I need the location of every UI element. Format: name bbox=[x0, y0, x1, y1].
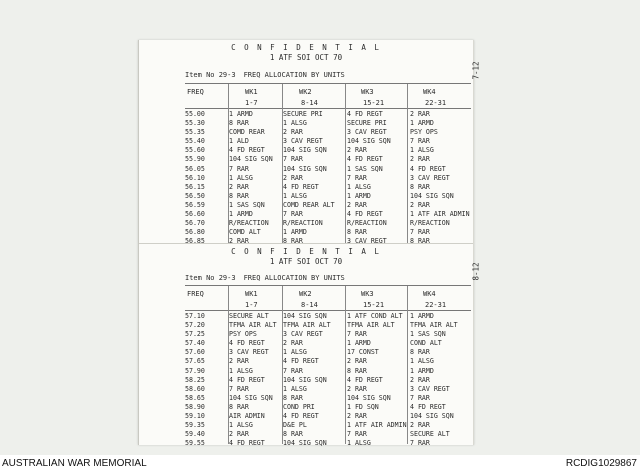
wk4-cell: 8 RAR bbox=[410, 182, 430, 191]
wk3-cell: R/REACTION bbox=[347, 219, 387, 228]
freq-cell: 57.20 bbox=[185, 321, 205, 330]
wk1-cell: 4 FD REGT bbox=[229, 375, 265, 384]
wk3-cell: TFMA AIR ALT bbox=[347, 321, 395, 330]
wk4-cell: 8 RAR bbox=[410, 237, 430, 246]
wk4-cell: 104 SIG SQN bbox=[410, 412, 454, 421]
table-row bbox=[185, 210, 471, 219]
freq-cell: 55.30 bbox=[185, 119, 205, 128]
range-header-wk4: 22-31 bbox=[425, 301, 447, 309]
wk2-cell: 104 SIG SQN bbox=[283, 439, 327, 448]
wk3-cell: 1 ARMD bbox=[347, 191, 371, 200]
wk1-cell: 1 ALSG bbox=[229, 173, 253, 182]
table-row bbox=[185, 174, 471, 183]
wk4-cell: 2 RAR bbox=[410, 200, 430, 209]
wk4-cell: 2 RAR bbox=[410, 155, 430, 164]
table-row bbox=[185, 357, 471, 366]
item-line bbox=[185, 274, 345, 282]
wk2-cell: 104 SIG SQN bbox=[283, 146, 327, 155]
freq-cell: 57.25 bbox=[185, 330, 205, 339]
freq-cell: 57.65 bbox=[185, 357, 205, 366]
wk2-cell: 8 RAR bbox=[283, 237, 303, 246]
range-header-wk4: 22-31 bbox=[425, 99, 447, 107]
wk4-cell: PSY OPS bbox=[410, 128, 438, 137]
wk2-cell: 104 SIG SQN bbox=[283, 375, 327, 384]
table-row bbox=[185, 348, 471, 357]
column-header-wk1: WK1 bbox=[245, 88, 258, 96]
item-title: FREQ ALLOCATION BY UNITS bbox=[243, 274, 345, 282]
wk4-cell: 2 RAR bbox=[410, 375, 430, 384]
wk3-cell: 1 ALSG bbox=[347, 182, 371, 191]
freq-cell: 57.90 bbox=[185, 366, 205, 375]
wk3-cell: 104 SIG SQN bbox=[347, 393, 391, 402]
wk2-cell: 1 ARMD bbox=[283, 228, 307, 237]
wk2-cell: 1 ALSG bbox=[283, 348, 307, 357]
table-row bbox=[185, 137, 471, 146]
wk1-cell: 1 ALSG bbox=[229, 421, 253, 430]
table-row bbox=[185, 421, 471, 430]
wk1-cell: 1 ARMD bbox=[229, 110, 253, 118]
wk1-cell: 2 RAR bbox=[229, 237, 249, 246]
classification-heading: C O N F I D E N T I A L bbox=[231, 247, 381, 256]
wk4-cell: 3 CAV REGT bbox=[410, 173, 450, 182]
wk2-cell: D&E PL bbox=[283, 421, 307, 430]
wk1-cell: 8 RAR bbox=[229, 191, 249, 200]
wk2-cell: 1 ALSG bbox=[283, 384, 307, 393]
wk1-cell: 8 RAR bbox=[229, 119, 249, 128]
table-row bbox=[185, 183, 471, 192]
archive-reference: RCDIG1029867 bbox=[565, 458, 637, 469]
allocation-table bbox=[185, 110, 471, 246]
wk4-cell: TFMA AIR ALT bbox=[410, 321, 458, 330]
wk1-cell: 1 ALD bbox=[229, 137, 249, 146]
wk4-cell: 1 ATF AIR ADMIN bbox=[410, 210, 470, 219]
wk1-cell: 7 RAR bbox=[229, 384, 249, 393]
wk4-cell: 1 SAS SQN bbox=[410, 330, 446, 339]
freq-cell: 55.90 bbox=[185, 155, 205, 164]
wk4-cell: 1 ARMD bbox=[410, 366, 434, 375]
table-row bbox=[185, 339, 471, 348]
wk3-cell: 7 RAR bbox=[347, 173, 367, 182]
wk2-cell: 7 RAR bbox=[283, 366, 303, 375]
column-header-wk4: WK4 bbox=[423, 290, 436, 298]
wk3-cell: 2 RAR bbox=[347, 200, 367, 209]
range-header-wk3: 15-21 bbox=[363, 99, 385, 107]
freq-cell: 57.40 bbox=[185, 339, 205, 348]
freq-cell: 59.35 bbox=[185, 421, 205, 430]
wk1-cell: AIR ADMIN bbox=[229, 412, 265, 421]
wk2-cell: R/REACTION bbox=[283, 219, 323, 228]
table-row bbox=[185, 394, 471, 403]
table-row bbox=[185, 237, 471, 246]
column-header-wk2: WK2 bbox=[299, 290, 312, 298]
item-label: Item No 29-3 bbox=[185, 71, 236, 79]
column-header-wk3: WK3 bbox=[361, 290, 374, 298]
wk1-cell: 4 FD REGT bbox=[229, 439, 265, 448]
wk4-cell: 1 ARMD bbox=[410, 119, 434, 128]
range-header-wk1: 1-7 bbox=[245, 301, 258, 309]
table-row bbox=[185, 201, 471, 210]
wk4-cell: SECURE ALT bbox=[410, 430, 450, 439]
wk2-cell: 2 RAR bbox=[283, 173, 303, 182]
page-divider bbox=[139, 243, 473, 244]
freq-cell: 56.10 bbox=[185, 173, 205, 182]
wk1-cell: 2 RAR bbox=[229, 182, 249, 191]
wk3-cell: 2 RAR bbox=[347, 412, 367, 421]
wk1-cell: 104 SIG SQN bbox=[229, 393, 273, 402]
wk3-cell: 4 FD REGT bbox=[347, 110, 383, 118]
wk3-cell: 8 RAR bbox=[347, 366, 367, 375]
freq-cell: 58.25 bbox=[185, 375, 205, 384]
freq-cell: 56.15 bbox=[185, 182, 205, 191]
range-header-wk2: 8-14 bbox=[301, 301, 318, 309]
freq-cell: 57.10 bbox=[185, 312, 205, 320]
document-sheet bbox=[138, 40, 481, 448]
table-row bbox=[185, 228, 471, 237]
page-reference: 8-12 bbox=[471, 262, 481, 281]
column-header-wk3: WK3 bbox=[361, 88, 374, 96]
freq-cell: 57.60 bbox=[185, 348, 205, 357]
wk2-cell: COMD REAR ALT bbox=[283, 200, 335, 209]
table-row bbox=[185, 412, 471, 421]
wk1-cell: 8 RAR bbox=[229, 402, 249, 411]
table-row bbox=[185, 403, 471, 412]
wk2-cell: COND PRI bbox=[283, 402, 315, 411]
document-subtitle: 1 ATF SOI OCT 70 bbox=[269, 257, 343, 266]
table-row bbox=[185, 321, 471, 330]
wk3-cell: 1 FD SQN bbox=[347, 402, 379, 411]
wk2-cell: 3 CAV REGT bbox=[283, 137, 323, 146]
wk2-cell: 1 ALSG bbox=[283, 119, 307, 128]
archive-name: AUSTRALIAN WAR MEMORIAL bbox=[2, 458, 147, 469]
freq-cell: 56.85 bbox=[185, 237, 205, 246]
wk3-cell: 7 RAR bbox=[347, 330, 367, 339]
wk1-cell: R/REACTION bbox=[229, 219, 269, 228]
wk1-cell: 1 ARMD bbox=[229, 210, 253, 219]
table-row bbox=[185, 128, 471, 137]
wk4-cell: 2 RAR bbox=[410, 421, 430, 430]
freq-cell: 56.05 bbox=[185, 164, 205, 173]
wk1-cell: 7 RAR bbox=[229, 164, 249, 173]
table-row bbox=[185, 219, 471, 228]
wk1-cell: SECURE ALT bbox=[229, 312, 269, 320]
freq-cell: 56.59 bbox=[185, 200, 205, 209]
wk4-cell: 1 ALSG bbox=[410, 146, 434, 155]
freq-cell: 56.80 bbox=[185, 228, 205, 237]
wk4-cell: 2 RAR bbox=[410, 110, 430, 118]
freq-cell: 55.60 bbox=[185, 146, 205, 155]
freq-cell: 58.65 bbox=[185, 393, 205, 402]
freq-cell: 56.60 bbox=[185, 210, 205, 219]
wk2-cell: 3 CAV REGT bbox=[283, 330, 323, 339]
wk3-cell: 1 ALSG bbox=[347, 439, 371, 448]
wk3-cell: 1 ARMD bbox=[347, 339, 371, 348]
wk3-cell: 4 FD REGT bbox=[347, 210, 383, 219]
item-line bbox=[185, 71, 345, 79]
freq-cell: 59.10 bbox=[185, 412, 205, 421]
wk3-cell: 2 RAR bbox=[347, 384, 367, 393]
wk1-cell: 4 FD REGT bbox=[229, 339, 265, 348]
wk2-cell: TFMA AIR ALT bbox=[283, 321, 331, 330]
wk3-cell: 3 CAV REGT bbox=[347, 128, 387, 137]
range-header-wk3: 15-21 bbox=[363, 301, 385, 309]
wk1-cell: 1 SAS SQN bbox=[229, 200, 265, 209]
classification-heading: C O N F I D E N T I A L bbox=[231, 43, 381, 52]
table-row bbox=[185, 385, 471, 394]
wk1-cell: PSY OPS bbox=[229, 330, 257, 339]
table-row bbox=[185, 155, 471, 164]
table-row bbox=[185, 119, 471, 128]
allocation-table bbox=[185, 312, 471, 448]
wk1-cell: 4 FD REGT bbox=[229, 146, 265, 155]
wk4-cell: 7 RAR bbox=[410, 137, 430, 146]
table-row bbox=[185, 192, 471, 201]
archive-footer bbox=[0, 455, 640, 472]
wk3-cell: 3 CAV REGT bbox=[347, 237, 387, 246]
freq-cell: 59.40 bbox=[185, 430, 205, 439]
wk3-cell: 2 RAR bbox=[347, 146, 367, 155]
wk4-cell: 1 ARMD bbox=[410, 312, 434, 320]
wk2-cell: 8 RAR bbox=[283, 393, 303, 402]
item-title: FREQ ALLOCATION BY UNITS bbox=[243, 71, 345, 79]
wk1-cell: 2 RAR bbox=[229, 357, 249, 366]
range-header-wk2: 8-14 bbox=[301, 99, 318, 107]
table-row bbox=[185, 312, 471, 321]
wk4-cell: R/REACTION bbox=[410, 219, 450, 228]
wk2-cell: 4 FD REGT bbox=[283, 357, 319, 366]
wk4-cell: 7 RAR bbox=[410, 439, 430, 448]
freq-cell: 55.35 bbox=[185, 128, 205, 137]
wk1-cell: COMD ALT bbox=[229, 228, 261, 237]
column-header-freq: FREQ bbox=[187, 88, 204, 96]
wk3-cell: 8 RAR bbox=[347, 228, 367, 237]
column-header-freq: FREQ bbox=[187, 290, 204, 298]
wk2-cell: 104 SIG SQN bbox=[283, 164, 327, 173]
wk2-cell: 1 ALSG bbox=[283, 191, 307, 200]
table-row bbox=[185, 367, 471, 376]
wk4-cell: 3 CAV REGT bbox=[410, 384, 450, 393]
wk2-cell: 2 RAR bbox=[283, 128, 303, 137]
wk3-cell: 4 FD REGT bbox=[347, 155, 383, 164]
wk3-cell: 104 SIG SQN bbox=[347, 137, 391, 146]
column-header-wk1: WK1 bbox=[245, 290, 258, 298]
column-header-wk4: WK4 bbox=[423, 88, 436, 96]
column-header-wk2: WK2 bbox=[299, 88, 312, 96]
freq-cell: 55.40 bbox=[185, 137, 205, 146]
wk3-cell: 1 SAS SQN bbox=[347, 164, 383, 173]
wk2-cell: 104 SIG SQN bbox=[283, 312, 327, 320]
wk2-cell: 4 FD REGT bbox=[283, 182, 319, 191]
table-row bbox=[185, 146, 471, 155]
freq-cell: 56.70 bbox=[185, 219, 205, 228]
wk1-cell: 2 RAR bbox=[229, 430, 249, 439]
wk1-cell: 104 SIG SQN bbox=[229, 155, 273, 164]
page-reference: 7-12 bbox=[471, 61, 481, 80]
wk2-cell: 2 RAR bbox=[283, 339, 303, 348]
document-subtitle: 1 ATF SOI OCT 70 bbox=[269, 53, 343, 62]
wk1-cell: 1 ALSG bbox=[229, 366, 253, 375]
wk1-cell: COMD REAR bbox=[229, 128, 265, 137]
range-header-wk1: 1-7 bbox=[245, 99, 258, 107]
wk3-cell: 17 CONST bbox=[347, 348, 379, 357]
wk4-cell: 1 ALSG bbox=[410, 357, 434, 366]
freq-cell: 58.90 bbox=[185, 402, 205, 411]
freq-cell: 58.60 bbox=[185, 384, 205, 393]
table-row bbox=[185, 430, 471, 439]
freq-cell: 55.00 bbox=[185, 110, 205, 118]
wk2-cell: 7 RAR bbox=[283, 210, 303, 219]
table-row bbox=[185, 110, 471, 119]
wk4-cell: COND ALT bbox=[410, 339, 442, 348]
wk4-cell: 7 RAR bbox=[410, 228, 430, 237]
table-row bbox=[185, 165, 471, 174]
wk4-cell: 4 FD REGT bbox=[410, 164, 446, 173]
table-row bbox=[185, 376, 471, 385]
wk2-cell: 4 FD REGT bbox=[283, 412, 319, 421]
wk3-cell: 1 ATF COND ALT bbox=[347, 312, 403, 320]
wk4-cell: 7 RAR bbox=[410, 393, 430, 402]
wk1-cell: TFMA AIR ALT bbox=[229, 321, 277, 330]
wk2-cell: SECURE PRI bbox=[283, 110, 323, 118]
wk3-cell: 2 RAR bbox=[347, 357, 367, 366]
wk3-cell: 7 RAR bbox=[347, 430, 367, 439]
table-row bbox=[185, 439, 471, 448]
freq-cell: 56.50 bbox=[185, 191, 205, 200]
wk3-cell: 4 FD REGT bbox=[347, 375, 383, 384]
wk2-cell: 8 RAR bbox=[283, 430, 303, 439]
wk3-cell: 1 ATF AIR ADMIN bbox=[347, 421, 407, 430]
wk1-cell: 3 CAV REGT bbox=[229, 348, 269, 357]
wk4-cell: 8 RAR bbox=[410, 348, 430, 357]
wk4-cell: 104 SIG SQN bbox=[410, 191, 454, 200]
item-label: Item No 29-3 bbox=[185, 274, 236, 282]
wk2-cell: 7 RAR bbox=[283, 155, 303, 164]
wk3-cell: SECURE PRI bbox=[347, 119, 387, 128]
wk4-cell: 4 FD REGT bbox=[410, 402, 446, 411]
table-row bbox=[185, 330, 471, 339]
freq-cell: 59.55 bbox=[185, 439, 205, 448]
